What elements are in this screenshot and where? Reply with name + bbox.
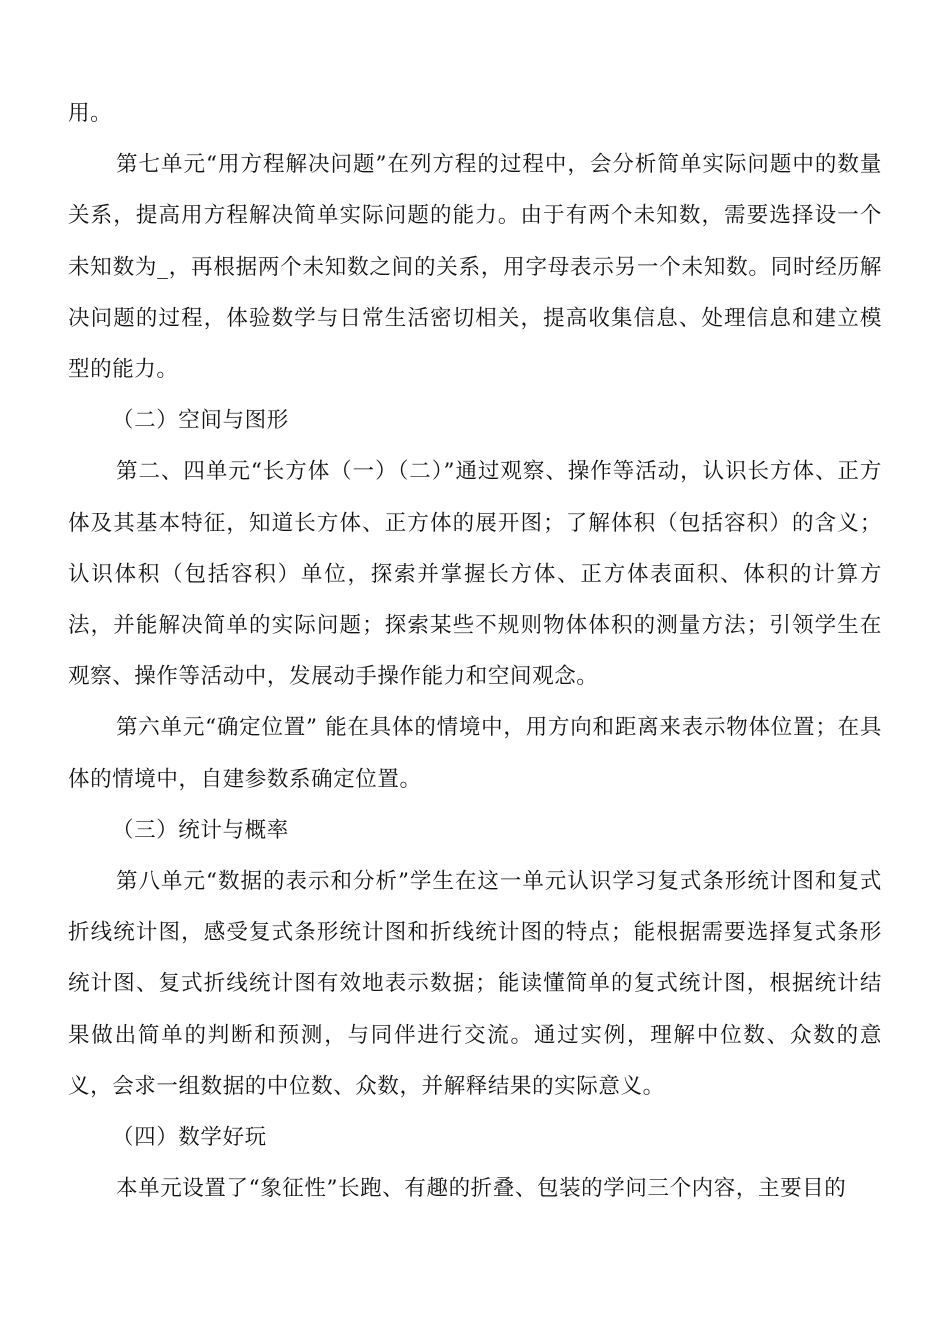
- paragraph-math-fun-intro: 本单元设置了“象征性”长跑、有趣的折叠、包装的学问三个内容，主要目的: [116, 1176, 847, 1202]
- paragraph-continuation: 用。: [68, 101, 113, 126]
- section-heading-statistics: （三）统计与概率: [112, 817, 289, 843]
- paragraph-unit-eight: 第八单元“数据的表示和分析”学生在这一单元认识学习复式条形统计图和复式折线统计图，感受复式条形统计图和折线统计图的特点；能根据需要选择复式条形统计图、复式折线统计图有效地表示数据；能读懂简单的复式统计图，根据统计结果做出简单的判断和预测，与同伴进行交流。通过实例，理解中位数、众数的意义，会求一组数据的中位数、众数，并解释结果的实际意义。: [68, 869, 882, 1099]
- section-heading-space-and-shapes: （二）空间与图形: [112, 408, 289, 434]
- document-body: [68, 88, 882, 1214]
- section-heading-math-fun: （四）数学好玩: [112, 1125, 267, 1151]
- paragraph-unit-seven: 第七单元“用方程解决问题”在列方程的过程中，会分析简单实际问题中的数量关系，提高用方程解决简单实际问题的能力。由于有两个未知数，需要选择设一个未知数为_，再根据两个未知数之间的关系，用字母表示另一个未知数。同时经历解决问题的过程，体验数学与日常生活密切相关，提高收集信息、处理信息和建立模型的能力。: [68, 152, 882, 383]
- paragraph-unit-six: 第六单元“确定位置” 能在具体的情境中，用方向和距离来表示物体位置；在具体的情境中，自建参数系确定位置。: [68, 715, 882, 792]
- paragraph-units-two-four: 第二、四单元“长方体（一）（二）”通过观察、操作等活动，认识长方体、正方体及其基本特征，知道长方体、正方体的展开图；了解体积（包括容积）的含义；认识体积（包括容积）单位，探索并掌握长方体、正方体表面积、体积的计算方法，并能解决简单的实际问题；探索某些不规则物体体积的测量方法；引领学生在观察、操作等活动中，发展动手操作能力和空间观念。: [68, 459, 882, 690]
